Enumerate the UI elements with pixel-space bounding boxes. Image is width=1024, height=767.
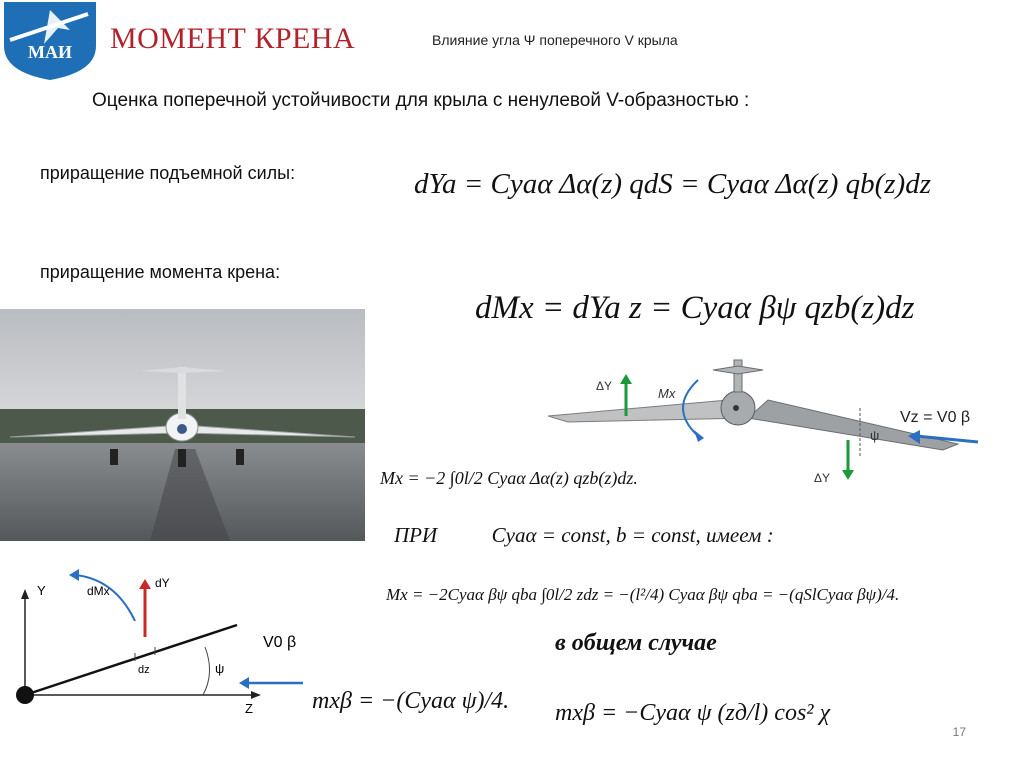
aircraft-photo [0,309,365,541]
formula-lift-increment [414,168,931,201]
diag-left-dY: dY [155,576,170,590]
general-case-label: в общем случае [555,630,717,656]
diag-left-Y: Y [37,583,46,598]
mai-logo [0,0,100,82]
formula-Mx-result [386,585,899,605]
diag-right-Vz: Vz = V0 β [900,409,971,426]
diag-right-dY-bottom: ΔY [814,471,831,485]
formula-moment-increment [475,290,915,327]
formula-condition [394,523,774,548]
logo-text: МАИ [28,42,72,62]
formula-f3-text: Mx = −2 ∫0l/2 Cyaα Δα(z) qzb(z)dz. [380,468,638,488]
intro-heading: Оценка поперечной устойчивости для крыла с ненулевой V-образностью : [92,90,750,111]
formula-f5-text: Mx = −2Cyaα βψ qba ∫0l/2 zdz = −(l²/4) Cyaα βψ qba = −(qSlCyaα βψ)/4. [386,585,900,604]
moment-increment-label: приращение момента крена: [40,262,281,282]
formula-mxb-general [555,700,830,727]
diag-left-dz: dz [138,664,150,676]
formula-mxb-simple [312,688,509,715]
formula-f7-text: mxβ = −Cyaα ψ (zд/l) cos² χ [555,700,831,726]
formula-f4-prefix: ПРИ [394,523,438,547]
diag-left-V0b: V0 β [263,634,297,651]
diag-right-Mx: Mx [658,386,676,401]
formula-f4-text: Cyaα = const, b = const, имеем : [491,523,774,547]
slide-title: МОМЕНТ КРЕНА [110,22,356,55]
formula-f2-text: dMx = dYa z = Cyaα βψ qzb(z)dz [475,290,915,326]
roll-moment-diagram [5,565,305,715]
diag-left-dMx: dMx [87,584,110,598]
formula-f1-text: dYa = Cyaα Δα(z) qdS = Cyaα Δα(z) qb(z)dz [414,168,932,200]
slide-subtitle: Влияние угла Ψ поперечного V крыла [432,32,678,48]
diag-left-psi: ψ [215,661,225,676]
page-number: 17 [952,725,966,739]
diag-right-psi: ψ [870,428,880,443]
diag-left-Z: Z [245,701,253,715]
diag-right-dY-top: ΔY [596,379,613,393]
formula-f6-text: mxβ = −(Cyaα ψ)/4. [312,688,510,714]
formula-Mx-integral [380,468,638,489]
lift-increment-label: приращение подъемной силы: [40,163,296,183]
